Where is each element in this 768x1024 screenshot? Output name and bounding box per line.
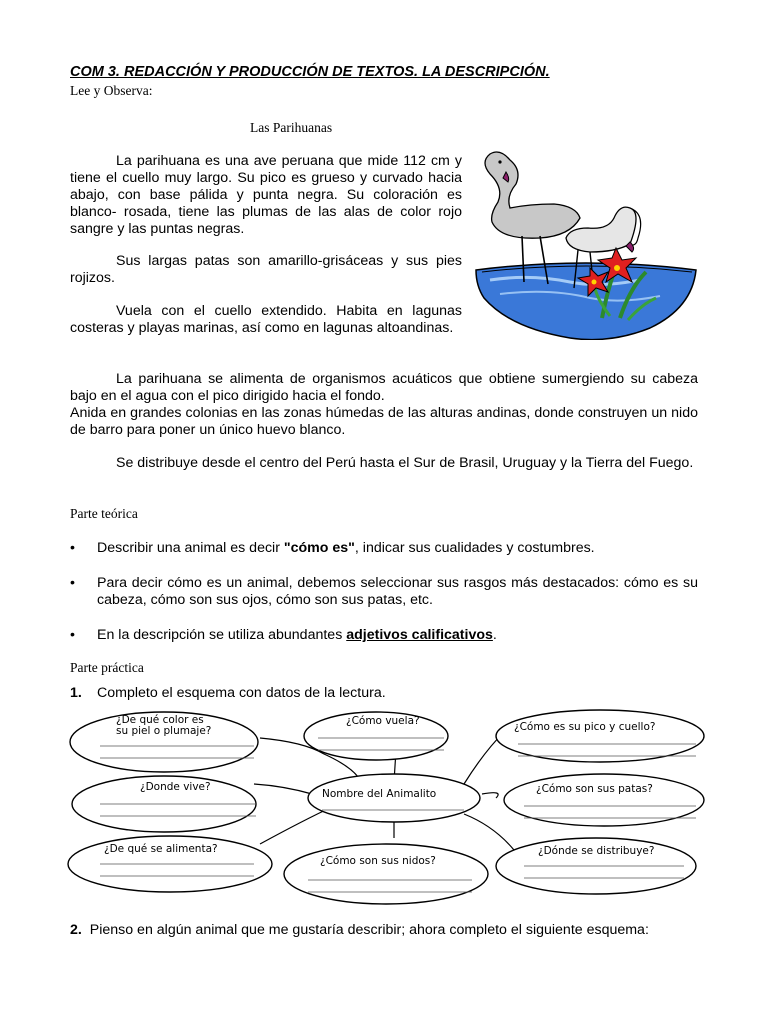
story-paragraph-4: La parihuana se alimenta de organismos acuáticos que obtiene sumergiendo su cabeza bajo en el agua con el pico dirigido hacia el fondo. [70,371,698,404]
bullet-2-text: Para decir cómo es un animal, debemos seleccionar sus rasgos más destacados: cómo es su cabeza, cómo son sus ojos, cómo son sus patas, etc. [97,575,698,608]
bubble-nidos-label: ¿Cómo son sus nidos? [320,855,436,867]
bullet-3-text: En la descripción se utiliza abundantes [97,627,347,643]
description-diagram [64,702,710,908]
theory-bullet-1 [70,540,698,557]
bubble-vuela-label: ¿Cómo vuela? [346,715,420,727]
question-2-text: Pienso en algún animal que me gustaría describir; ahora completo el siguiente esquema: [89,922,649,938]
bubble-alimenta-label: ¿De qué se alimenta? [104,843,218,855]
flamingo-illustration [470,148,702,340]
story-paragraph-1: La parihuana es una ave peruana que mide 112 cm y tiene el cuello muy largo. Su pico es grueso y curvado hacia abajo, con base pálida y punta negra. Su coloración es blanco- rosada, tiene las plumas de las alas de color rojo sangre y las puntas negras. [70,153,462,237]
bullet-icon: • [70,575,75,591]
bubble-como-vuela[interactable] [304,712,448,760]
bubble-pico-cuello[interactable] [496,710,704,762]
bubble-pico-label: ¿Cómo es su pico y cuello? [514,721,656,733]
bullet-3-bold: adjetivos calificativos [346,627,493,643]
bubble-color-label-1: ¿De qué color es [116,714,204,726]
bubble-como-patas[interactable] [504,774,704,826]
bubble-donde-vive[interactable] [72,776,256,832]
theory-bullet-3 [70,627,698,644]
worksheet-heading: COM 3. REDACCIÓN Y PRODUCCIÓN DE TEXTOS. LA DESCRIPCIÓN. [70,64,550,80]
bullet-icon: • [70,540,75,556]
story-paragraph-2: Sus largas patas son amarillo-grisáceas y sus pies rojizos. [70,253,462,286]
read-instruction: Lee y Observa: [70,83,153,98]
bullet-3-text-end: . [492,627,497,643]
bubble-como-son-nidos[interactable] [284,844,488,904]
question-2 [70,922,698,956]
practice-section-title: Parte práctica [70,660,144,675]
bullet-1-text-end: , indicar sus cualidades y costumbres. [354,540,595,556]
theory-bullet-2 [70,575,698,609]
question-1 [70,685,698,702]
bubble-vive-label: ¿Donde vive? [140,781,211,793]
story-paragraph-6: Se distribuye desde el centro del Perú hasta el Sur de Brasil, Uruguay y la Tierra del Fuego. [116,455,694,471]
bubble-color-label-2: su piel o plumaje? [116,725,212,737]
bubble-patas-label: ¿Cómo son sus patas? [536,783,653,795]
question-2-number: 2. [70,922,82,938]
bubble-center-label: Nombre del Animalito [322,788,437,800]
story-paragraph-5: Anida en grandes colonias en las zonas húmedas de las alturas andinas, donde construyen un nido de barro para poner un único huevo blanco. [70,405,698,438]
question-1-number: 1. [70,685,82,701]
bubble-donde-se-distribuye[interactable] [496,838,696,894]
bubble-color-plumaje[interactable] [70,712,258,772]
story-title: Las Parihuanas [250,120,333,135]
bubble-center-animal-name[interactable] [308,774,480,822]
bullet-icon: • [70,627,75,643]
story-paragraph-3: Vuela con el cuello extendido. Habita en lagunas costeras y playas marinas, así como en lagunas altoandinas. [70,303,462,336]
bubble-distribuye-label: ¿Dónde se distribuye? [538,845,655,857]
theory-section-title: Parte teórica [70,506,138,521]
water-bowl [476,263,696,340]
question-1-text: Completo el esquema con datos de la lectura. [97,685,386,701]
bullet-1-text: Describir una animal es decir [97,540,284,556]
bubble-de-que-se-alimenta[interactable] [68,836,272,892]
bullet-1-bold: "cómo es" [283,540,355,556]
